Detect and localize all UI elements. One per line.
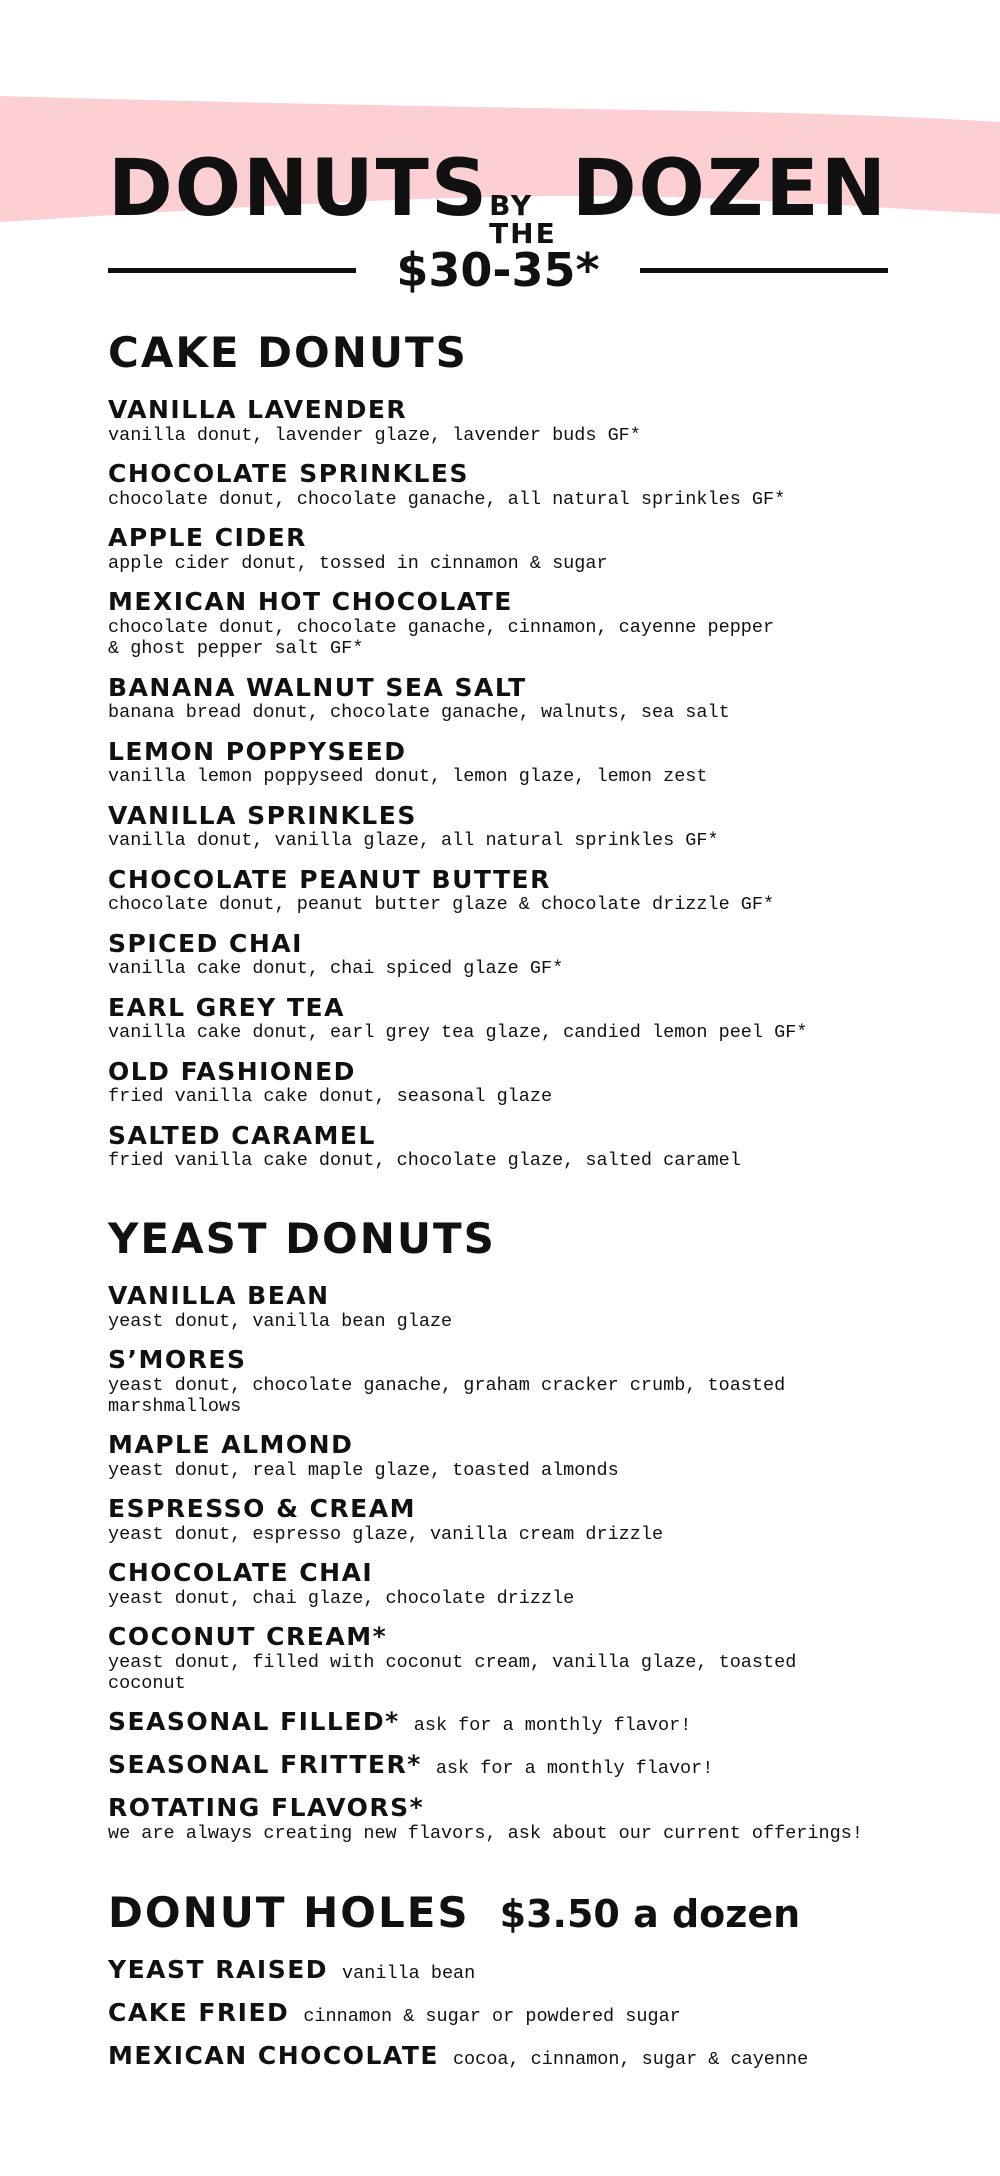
item-name: SEASONAL FILLED* — [108, 1707, 400, 1737]
item-description: banana bread donut, chocolate ganache, walnuts, sea salt — [108, 702, 730, 724]
menu-item — [108, 674, 928, 724]
item-name: VANILLA SPRINKLES — [108, 800, 417, 830]
menu-item — [108, 1122, 928, 1172]
item-name: CHOCOLATE PEANUT BUTTER — [108, 864, 551, 894]
item-description: ask for a monthly flavor! — [413, 1715, 692, 1737]
item-description: chocolate donut, chocolate ganache, cinnamon, cayenne pepper — [108, 616, 775, 638]
item-name: ROTATING FLAVORS* — [108, 1792, 425, 1822]
item-name: VANILLA LAVENDER — [108, 395, 408, 425]
holes-price: $3.50 a dozen — [499, 1891, 801, 1936]
menu-item — [108, 1282, 928, 1332]
item-description: chocolate donut, peanut butter glaze & chocolate drizzle GF* — [108, 894, 775, 916]
menu-item — [108, 1058, 928, 1108]
holes-title-text: DONUT HOLES — [108, 1887, 470, 1937]
item-description: vanilla cake donut, chai spiced glaze GF* — [108, 958, 564, 980]
item-description-line-2: coconut — [108, 1673, 186, 1695]
menu-item — [108, 396, 928, 446]
item-description: yeast donut, chai glaze, chocolate drizzle — [108, 1587, 575, 1609]
page-title — [108, 144, 888, 250]
item-description: apple cider donut, tossed in cinnamon & sugar — [108, 552, 608, 574]
item-description: vanilla donut, vanilla glaze, all natural sprinkles GF* — [108, 830, 719, 852]
item-description: yeast donut, chocolate ganache, graham cracker crumb, toasted — [108, 1374, 786, 1396]
item-name: MAPLE ALMOND — [108, 1430, 354, 1460]
item-description: ask for a monthly flavor! — [435, 1758, 714, 1780]
item-description: vanilla donut, lavender glaze, lavender buds GF* — [108, 424, 641, 446]
item-description: chocolate donut, chocolate ganache, all natural sprinkles GF* — [108, 488, 786, 510]
title-donuts: DONUTS — [108, 144, 490, 234]
cake-section-title: CAKE DONUTS — [108, 328, 468, 377]
item-description: cocoa, cinnamon, sugar & cayenne — [452, 2048, 809, 2070]
item-description: yeast donut, real maple glaze, toasted almonds — [108, 1459, 619, 1481]
item-name: EARL GREY TEA — [108, 992, 345, 1022]
menu-item — [108, 588, 928, 659]
menu-item — [108, 524, 928, 574]
item-description: vanilla lemon poppyseed donut, lemon glaze, lemon zest — [108, 766, 708, 788]
item-name: COCONUT CREAM* — [108, 1622, 388, 1652]
item-description-line-2: & ghost pepper salt GF* — [108, 638, 364, 660]
yeast-section-title: YEAST DONUTS — [108, 1213, 496, 1263]
item-name: LEMON POPPYSEED — [108, 736, 407, 766]
item-name: SALTED CARAMEL — [108, 1120, 376, 1150]
holes-section-title — [108, 1887, 928, 1937]
title-dozen: DOZEN — [571, 144, 888, 234]
menu-item — [108, 1559, 928, 1609]
menu-item — [108, 1751, 928, 1780]
item-description: vanilla bean — [342, 1963, 476, 1985]
item-name: CHOCOLATE SPRINKLES — [108, 459, 469, 489]
right-rule — [640, 268, 888, 273]
item-name: OLD FASHIONED — [108, 1056, 356, 1086]
item-name: BANANA WALNUT SEA SALT — [108, 672, 527, 702]
item-name: SPICED CHAI — [108, 928, 303, 958]
item-description: we are always creating new flavors, ask about our current offerings! — [108, 1822, 863, 1844]
item-name: SEASONAL FRITTER* — [108, 1750, 422, 1780]
menu-item — [108, 460, 928, 510]
item-description: cinnamon & sugar or powdered sugar — [303, 2005, 681, 2027]
item-name: MEXICAN HOT CHOCOLATE — [108, 587, 513, 617]
menu-item — [108, 1708, 928, 1737]
item-name: MEXICAN CHOCOLATE — [108, 2040, 439, 2070]
menu-item — [108, 1999, 928, 2028]
dozen-price-row — [108, 240, 888, 300]
item-description-line-2: marshmallows — [108, 1395, 242, 1417]
menu-item — [108, 802, 928, 852]
menu-content — [108, 330, 928, 2084]
menu-item — [108, 994, 928, 1044]
left-rule — [108, 268, 356, 273]
item-description: fried vanilla cake donut, seasonal glaze — [108, 1086, 553, 1108]
item-name: ESPRESSO & CREAM — [108, 1494, 416, 1524]
menu-item — [108, 2042, 928, 2071]
item-name: CHOCOLATE CHAI — [108, 1558, 374, 1588]
menu-item — [108, 1794, 928, 1844]
item-description: vanilla cake donut, earl grey tea glaze, candied lemon peel GF* — [108, 1022, 808, 1044]
menu-item — [108, 1495, 928, 1545]
item-description: fried vanilla cake donut, chocolate glaze, salted caramel — [108, 1150, 741, 1172]
menu-item — [108, 866, 928, 916]
menu-item — [108, 1346, 928, 1417]
item-name: CAKE FRIED — [108, 1997, 290, 2027]
item-name: S’MORES — [108, 1344, 247, 1374]
item-name: YEAST RAISED — [108, 1955, 329, 1985]
item-description: yeast donut, filled with coconut cream, vanilla glaze, toasted — [108, 1651, 797, 1673]
title-by-the: BY THE — [489, 189, 557, 250]
dozen-price: $30-35* — [396, 243, 600, 297]
menu-item — [108, 1431, 928, 1481]
item-description: yeast donut, vanilla bean glaze — [108, 1310, 453, 1332]
menu-item — [108, 738, 928, 788]
menu-item — [108, 1956, 928, 1985]
menu-item — [108, 1623, 928, 1694]
item-description: yeast donut, espresso glaze, vanilla cream drizzle — [108, 1523, 664, 1545]
item-name: APPLE CIDER — [108, 523, 307, 553]
item-name: VANILLA BEAN — [108, 1280, 330, 1310]
menu-item — [108, 930, 928, 980]
